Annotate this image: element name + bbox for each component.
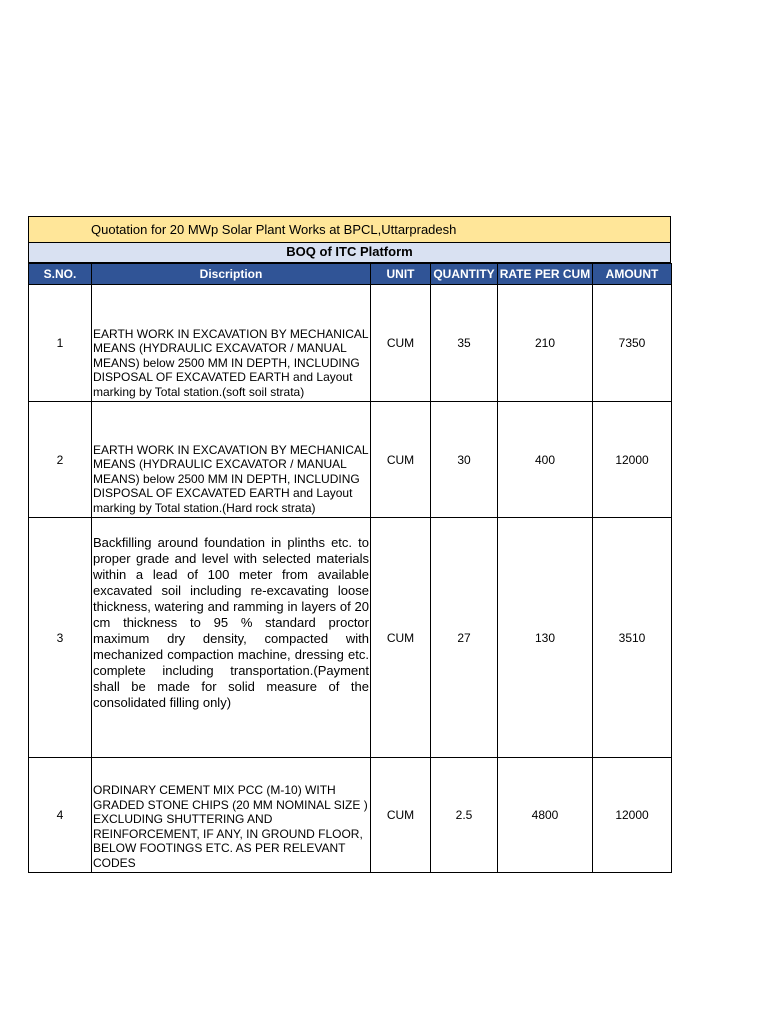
cell-description [92, 518, 371, 758]
table-row [29, 518, 672, 758]
description-text: ORDINARY CEMENT MIX PCC (M-10) WITH GRADED STONE CHIPS (20 MM NOMINAL SIZE ) EXCLUDING SHUTTERING AND REINFORCEMENT, IF ANY, IN GROUND FLOOR, BELOW FOOTINGS ETC. AS PER RELEVANT CODES [93, 783, 368, 870]
header-amount: AMOUNT [593, 264, 672, 285]
header-sno: S.NO. [29, 264, 92, 285]
cell-amount: 7350 [593, 285, 672, 402]
cell-unit: CUM [371, 402, 431, 518]
cell-unit: CUM [371, 285, 431, 402]
table-row [29, 758, 672, 873]
table-row [29, 402, 672, 518]
cell-amount: 12000 [593, 402, 672, 518]
header-quantity: QUANTITY [431, 264, 498, 285]
cell-amount: 3510 [593, 518, 672, 758]
cell-quantity: 35 [431, 285, 498, 402]
header-unit: UNIT [371, 264, 431, 285]
boq-subtitle: BOQ of ITC Platform [28, 243, 671, 263]
table-row [29, 285, 672, 402]
cell-quantity: 27 [431, 518, 498, 758]
cell-sno: 2 [29, 402, 92, 518]
description-text: EARTH WORK IN EXCAVATION BY MECHANICAL MEANS (HYDRAULIC EXCAVATOR / MANUAL MEANS) below 2500 MM IN DEPTH, INCLUDING DISPOSAL OF EXCAVATED EARTH and Layout marking by Total station.(soft soil strata) [93, 326, 369, 399]
boq-table [28, 263, 672, 873]
header-description: Discription [92, 264, 371, 285]
cell-quantity: 2.5 [431, 758, 498, 873]
cell-rate: 210 [498, 285, 593, 402]
cell-unit: CUM [371, 518, 431, 758]
cell-quantity: 30 [431, 402, 498, 518]
description-text: EARTH WORK IN EXCAVATION BY MECHANICAL MEANS (HYDRAULIC EXCAVATOR / MANUAL MEANS) below 2500 MM IN DEPTH, INCLUDING DISPOSAL OF EXCAVATED EARTH and Layout marking by Total station.(Hard rock strata) [93, 442, 369, 515]
cell-description [92, 758, 371, 873]
description-text: Backfilling around foundation in plinths etc. to proper grade and level with selected materials within a lead of 100 meter from available excavated soil including re-excavating loose thickness, watering and ramming in layers of 20 cm thickness to 95 % standard proctor maximum dry density, compacted with mechanized compaction machine, dressing etc. complete including transportation.(Payment shall be made for solid measure of the consolidated filling only) [93, 534, 369, 710]
cell-rate: 4800 [498, 758, 593, 873]
cell-sno: 1 [29, 285, 92, 402]
cell-rate: 400 [498, 402, 593, 518]
cell-sno: 4 [29, 758, 92, 873]
cell-sno: 3 [29, 518, 92, 758]
header-row [29, 264, 672, 285]
cell-amount: 12000 [593, 758, 672, 873]
cell-description [92, 402, 371, 518]
quotation-title: Quotation for 20 MWp Solar Plant Works at BPCL,Uttarpradesh [28, 216, 671, 243]
header-rate: RATE PER CUM [498, 264, 593, 285]
cell-rate: 130 [498, 518, 593, 758]
cell-description [92, 285, 371, 402]
boq-sheet [28, 216, 671, 873]
cell-unit: CUM [371, 758, 431, 873]
